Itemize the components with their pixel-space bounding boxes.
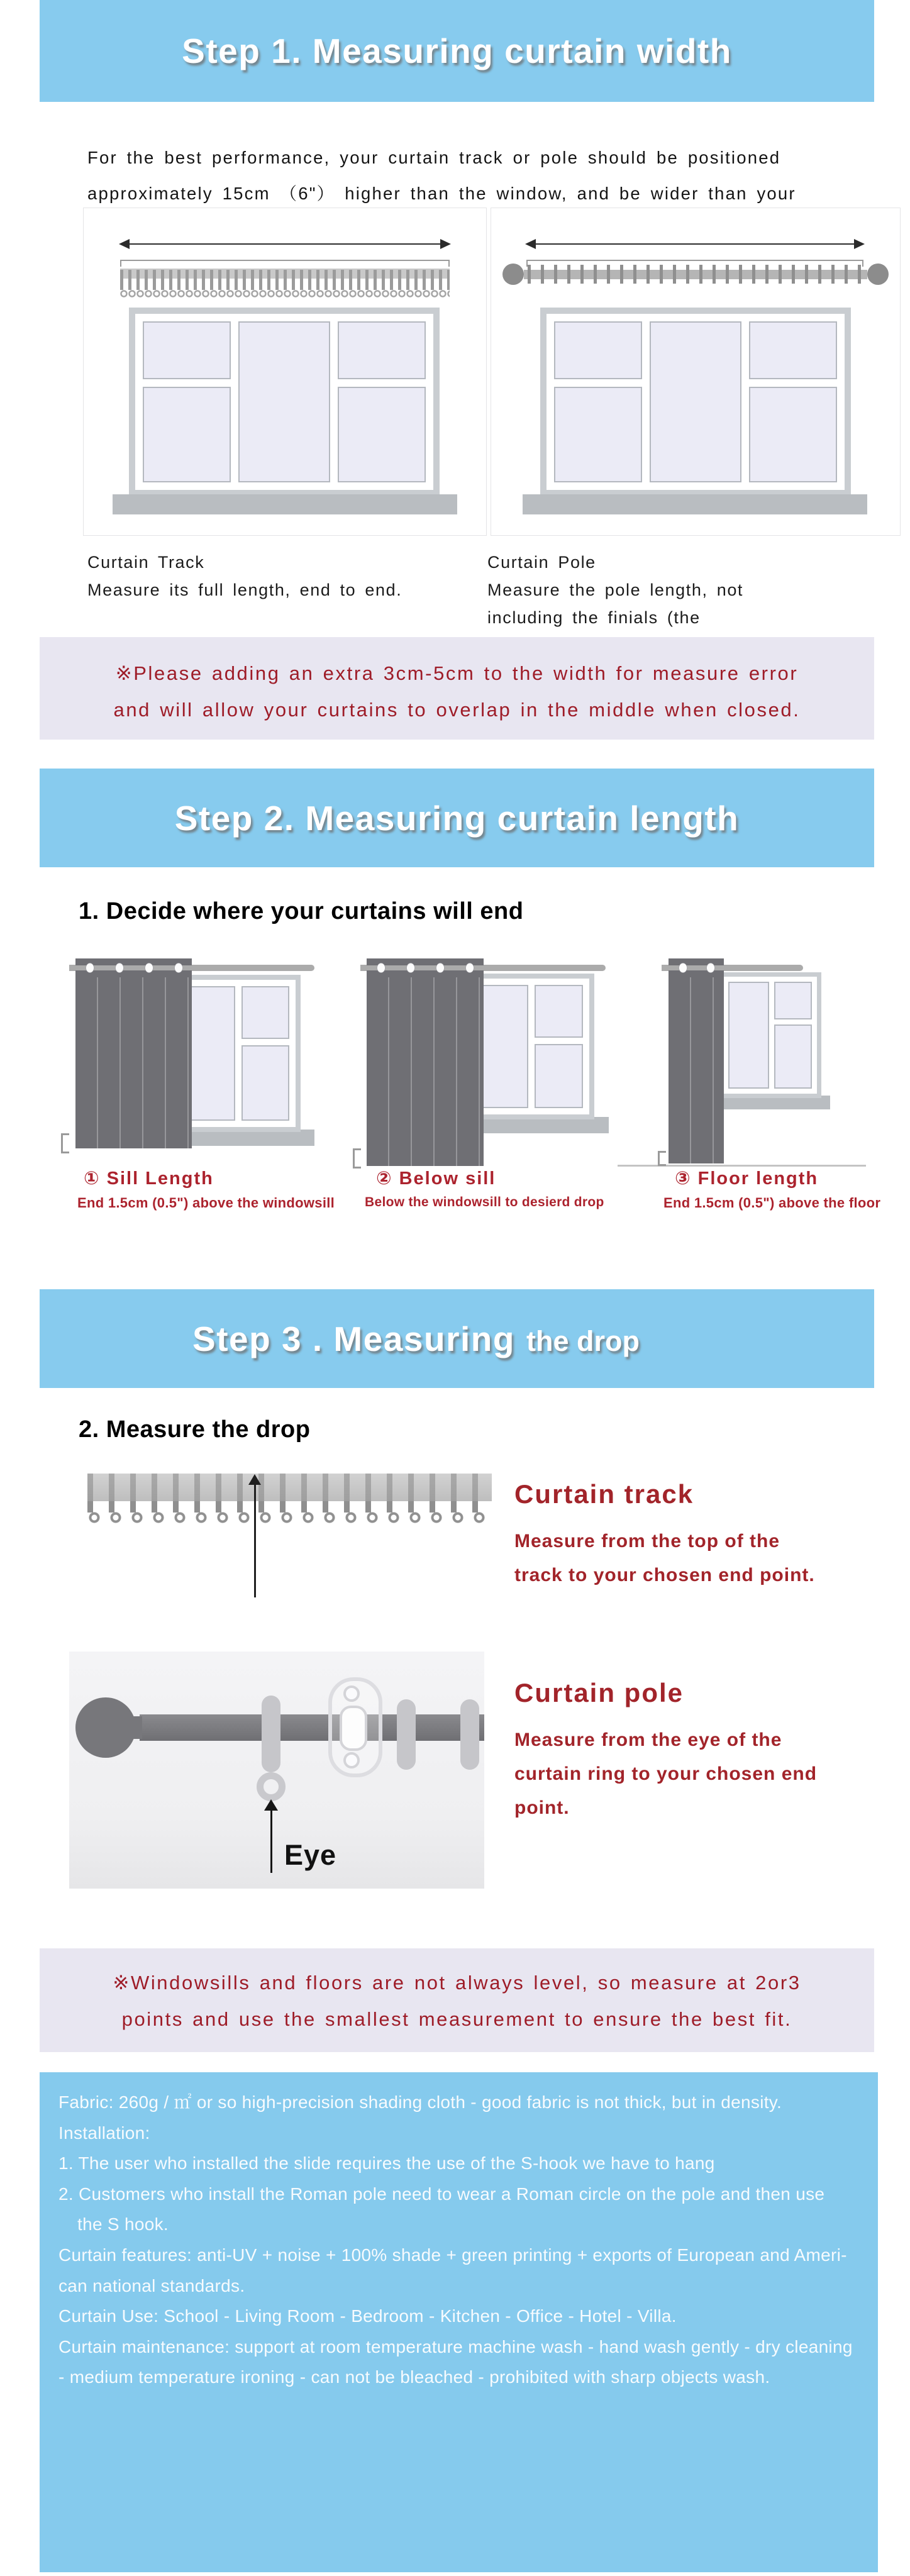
curtain-panel [75,958,192,1148]
step2-title: Step 2. Measuring curtain length [174,798,740,838]
step1-banner [40,0,874,102]
diagram2-desc: Below the windowsill to desierd drop [365,1195,604,1209]
window-pane [749,321,837,379]
measure-bracket [120,260,450,267]
track-hooks [120,270,450,290]
pole-bar [140,1714,484,1741]
footer-line: Installation: [58,2123,150,2143]
pole-ring [397,1699,416,1770]
pole-rings [528,265,863,284]
floor-line [618,1165,866,1167]
track-drop-body [514,1524,815,1592]
curtain-panel [669,958,724,1163]
bracket-screw [343,1685,360,1702]
step3-title-sub: the drop [526,1324,640,1357]
drop-track-rings [87,1511,492,1524]
level-note [40,1948,874,2052]
window-pane [728,982,769,1089]
track-caption-title: Curtain Track [87,553,205,572]
step3-banner [40,1289,874,1388]
curtain-grommets [669,958,724,977]
window-pane [241,986,289,1039]
curtain-pole-photo [69,1652,484,1889]
pole-caption [487,548,743,631]
product-info-footer [40,2072,878,2572]
eye-label: Eye [284,1839,337,1871]
footer-line: Curtain Use: School - Living Room - Bedroom - Kitchen - Office - Hotel - Villa. [58,2306,677,2326]
window-illustration [540,308,851,496]
pole-drop-body-3: point. [514,1797,570,1818]
width-arrow-icon [526,243,863,245]
window-illustration [719,972,821,1098]
window-pane [749,387,837,482]
pole-finial [75,1697,136,1758]
pole-drop-title: Curtain pole [514,1678,684,1707]
footer-line: Fabric: 260g / ㎡ or so high-precision shading cloth - good fabric is not thick, but in density. [58,2092,782,2112]
pole-drop-body-2: curtain ring to your chosen end [514,1763,818,1784]
step3-title-main: Step 3 . Measuring [192,1319,515,1358]
length-bracket-icon [658,1151,666,1166]
pole-ring [262,1696,280,1772]
pole-ring [460,1699,479,1770]
drop-track-bar [87,1474,492,1501]
width-note-line-2: and will allow your curtains to overlap in the middle when closed. [113,699,801,721]
intro-line-2: approximately 15cm （6"） higher than the window, and be wider than your [87,184,796,203]
pole-drop-body-1: Measure from the eye of the [514,1729,782,1750]
window-pane [338,387,426,482]
window-pane [554,321,642,379]
curtain-grommets [367,958,484,977]
ring-eye [257,1772,286,1801]
window-pane [535,1044,583,1108]
wall-bracket-center [340,1706,367,1751]
step1-title: Step 1. Measuring curtain width [182,31,732,70]
track-caption [87,548,402,604]
diagram1-desc: End 1.5cm (0.5") above the windowsill [77,1195,335,1211]
windowsill [113,494,457,514]
eye-arrow-icon [270,1810,272,1873]
diagram3-label: ③ Floor length [675,1169,819,1189]
step3-title-group [192,1319,640,1359]
curtain-track-diagram [83,208,487,536]
curtain-grommets [75,958,192,977]
footer-line: - medium temperature ironing - can not be bleached - prohibited with sharp objects wash. [58,2367,770,2387]
pole-caption-body-2: including the finials (the [487,608,701,627]
footer-line: the S hook. [77,2214,169,2235]
footer-line: can national standards. [58,2275,245,2296]
pole-neck [131,1716,142,1739]
footer-line: 1. The user who installed the slide requires the use of the S-hook we have to hang [58,2153,715,2174]
pole-caption-title: Curtain Pole [487,553,596,572]
intro-line-1: For the best performance, your curtain track or pole should be positioned [87,148,781,167]
track-drop-body-2: track to your chosen end point. [514,1565,815,1585]
diagram1-label: ① Sill Length [84,1169,214,1189]
pole-caption-body-1: Measure the pole length, not [487,580,744,599]
track-drop-body-1: Measure from the top of the [514,1531,780,1552]
footer-line: Curtain maintenance: support at room temperature machine wash - hand wash gently - dry cleaning [58,2336,853,2357]
window-pane [650,321,742,482]
window-pane [774,1024,812,1089]
track-hook-rings [120,290,450,297]
window-pane [554,387,642,482]
window-pane [774,982,812,1019]
diagram-below-sill [355,956,626,1208]
drop-arrow-icon [254,1484,256,1597]
length-bracket-icon [353,1148,361,1169]
curtain-pole-diagram [491,208,901,536]
window-pane [241,1045,289,1121]
track-drop-title: Curtain track [514,1479,694,1509]
width-arrow-icon [120,243,450,245]
width-note-line-1: ※Please adding an extra 3cm-5cm to the width for measure error [115,662,799,684]
window-pane [143,387,231,482]
step2-banner [40,769,874,867]
diagram2-label: ② Below sill [376,1169,496,1189]
window-pane [143,321,231,379]
pole-finial-right [867,264,889,285]
pole-finial-left [502,264,524,285]
step3-heading: 2. Measure the drop [79,1416,311,1443]
bracket-screw [343,1752,360,1768]
curtain-panel [367,958,484,1166]
window-illustration [129,308,440,496]
level-note-line-2: points and use the smallest measurement to ensure the best fit. [121,2008,792,2030]
window-pane [535,985,583,1038]
diagram-sill-length [60,956,335,1211]
step2-heading: 1. Decide where your curtains will end [79,898,524,924]
diagram3-desc: End 1.5cm (0.5") above the floor [663,1195,881,1211]
level-note-line-1: ※Windowsills and floors are not always level, so measure at 2or3 [113,1972,801,1994]
window-pane [338,321,426,379]
length-bracket-icon [61,1133,69,1153]
track-caption-body: Measure its full length, end to end. [87,580,402,599]
window-pane [238,321,331,482]
diagram-floor-length [654,956,910,1211]
windowsill [523,494,867,514]
footer-line: Curtain features: anti-UV + noise + 100% shade + green printing + exports of European and Ameri- [58,2245,847,2265]
pole-drop-body [514,1723,817,1825]
footer-line: 2. Customers who install the Roman pole need to wear a Roman circle on the pole and then use [58,2184,825,2204]
width-note [40,637,874,740]
intro-paragraph [87,140,796,211]
